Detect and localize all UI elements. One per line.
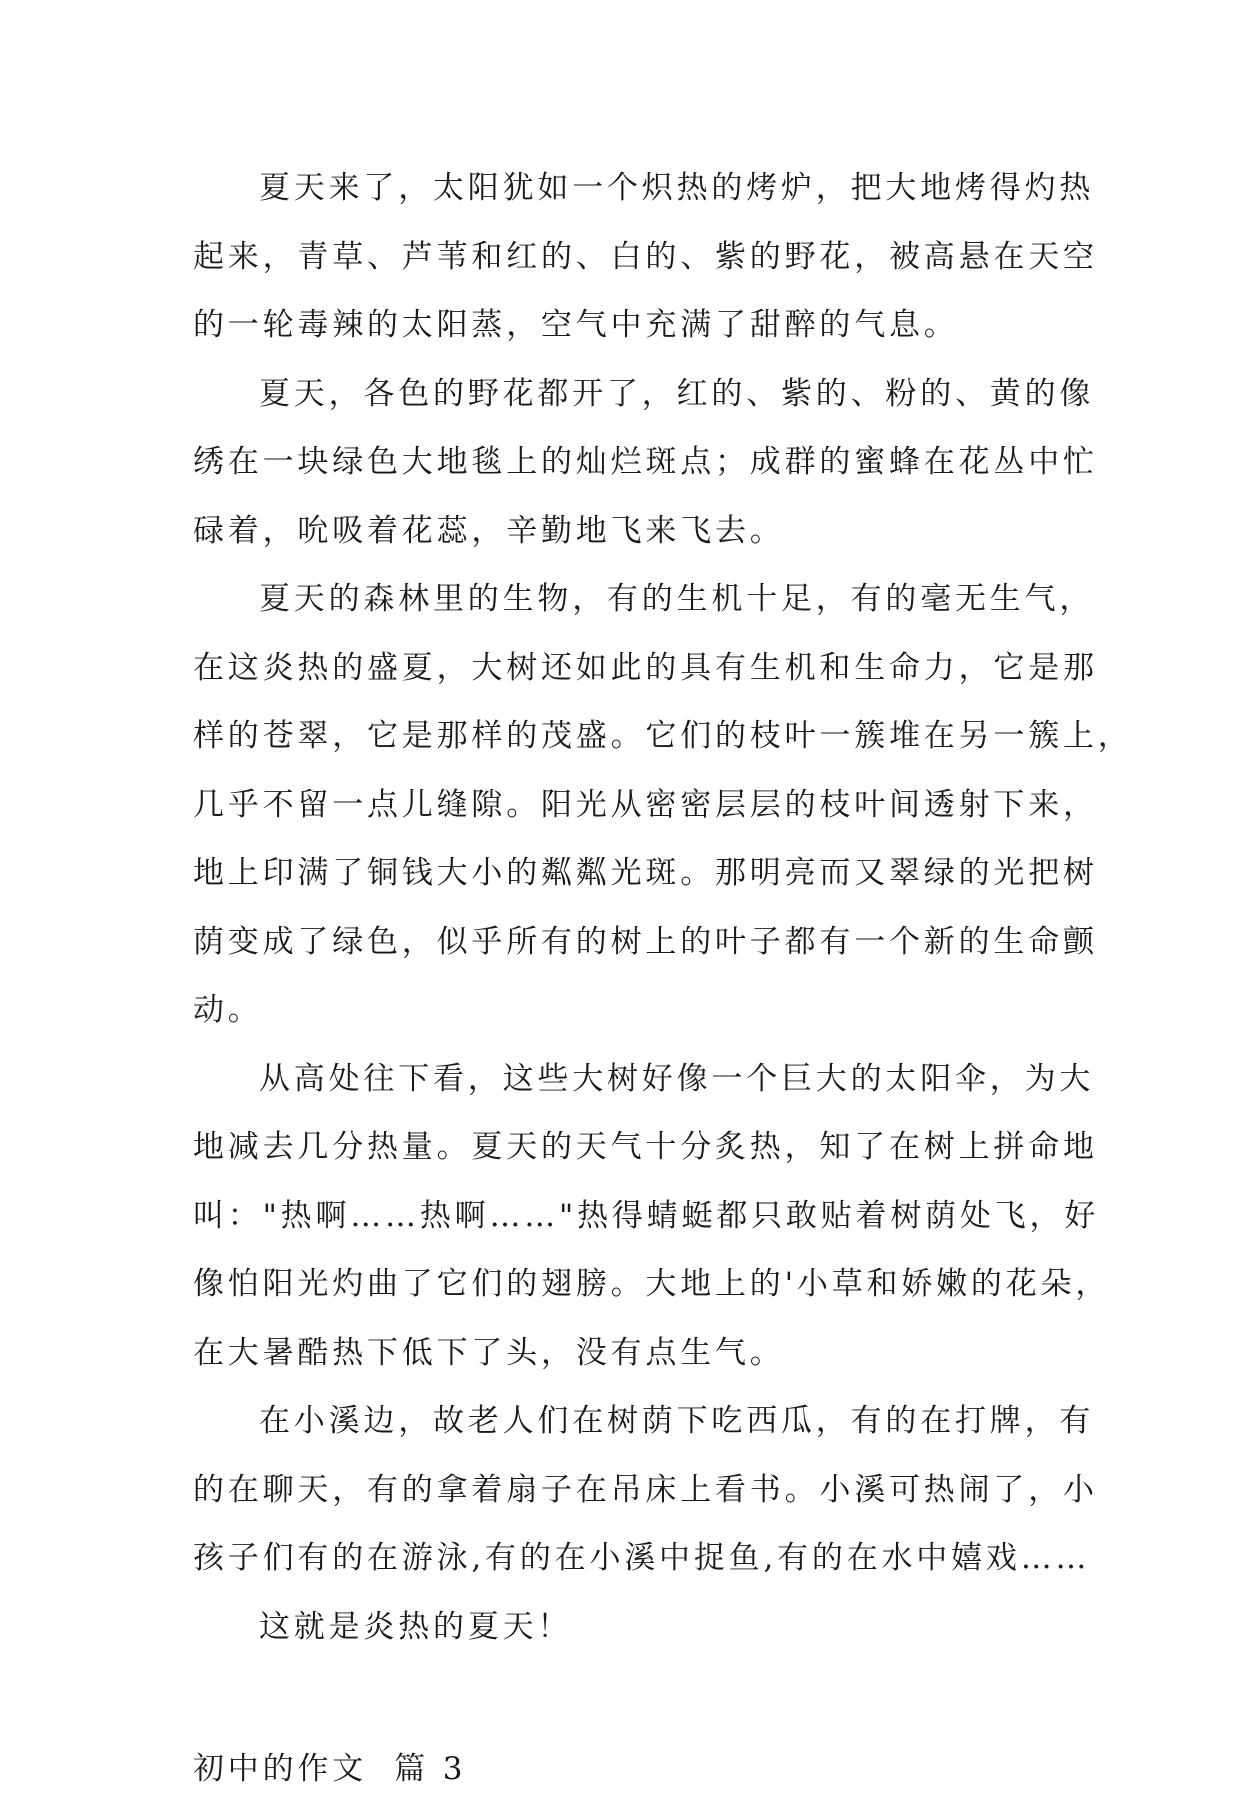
- text-line: 的一轮毒辣的太阳蒸，空气中充满了甜醉的气息。: [193, 307, 959, 343]
- text-line: 夏天，各色的野花都开了，红的、紫的、粉的、黄的像: [259, 375, 1095, 412]
- text-line: 的在聊天，有的拿着扇子在吊床上看书。小溪可热闹了，小: [193, 1471, 1098, 1508]
- text-line: 叫："热啊……热啊……"热得蜻蜓都只敢贴着树荫处飞，好: [193, 1197, 1100, 1234]
- section-heading: 初中的作文 篇 3: [193, 1751, 467, 1787]
- text-line: 孩子们有的在游泳,有的在小溪中捉鱼,有的在水中嬉戏……: [193, 1540, 1091, 1576]
- text-line: 荫变成了绿色，似乎所有的树上的叶子都有一个新的生命颤: [193, 923, 1098, 960]
- text-line: 地上印满了铜钱大小的粼粼光斑。那明亮而又翠绿的光把树: [193, 855, 1098, 891]
- text-line: 起来，青草、芦苇和红的、白的、紫的野花，被高悬在天空: [193, 238, 1098, 275]
- essay-body: [193, 154, 1133, 1804]
- text-line: 这就是炎热的夏天！: [259, 1608, 573, 1645]
- text-line: 像怕阳光灼曲了它们的翅膀。大地上的'小草和娇嫩的花朵，: [193, 1266, 1111, 1302]
- text-line: 在小溪边，故老人们在树荫下吃西瓜，有的在打牌，有: [259, 1403, 1095, 1439]
- text-line: 地减去几分热量。夏天的天气十分炙热，知了在树上拼命地: [193, 1129, 1098, 1165]
- text-line: 动。: [193, 992, 263, 1028]
- text-line: 在大暑酷热下低下了头，没有点生气。: [193, 1334, 785, 1371]
- text-line: 从高处往下看，这些大树好像一个巨大的太阳伞，为大: [259, 1060, 1095, 1097]
- text-line: 样的苍翠，它是那样的茂盛。它们的枝叶一簇堆在另一簇上，: [193, 718, 1133, 754]
- text-line: 在这炎热的盛夏，大树还如此的具有生机和生命力，它是那: [193, 649, 1098, 686]
- text-line: 绣在一块绿色大地毯上的灿烂斑点；成群的蜜蜂在花丛中忙: [193, 444, 1098, 480]
- text-line: 碌着，吮吸着花蕊，辛勤地飞来飞去。: [193, 512, 785, 549]
- text-line: 几乎不留一点儿缝隙。阳光从密密层层的枝叶间透射下来，: [193, 786, 1098, 823]
- text-line: 夏天的森林里的生物，有的生机十足，有的毫无生气，: [259, 581, 1095, 617]
- text-line: 夏天来了，太阳犹如一个炽热的烤炉，把大地烤得灼热: [259, 170, 1095, 206]
